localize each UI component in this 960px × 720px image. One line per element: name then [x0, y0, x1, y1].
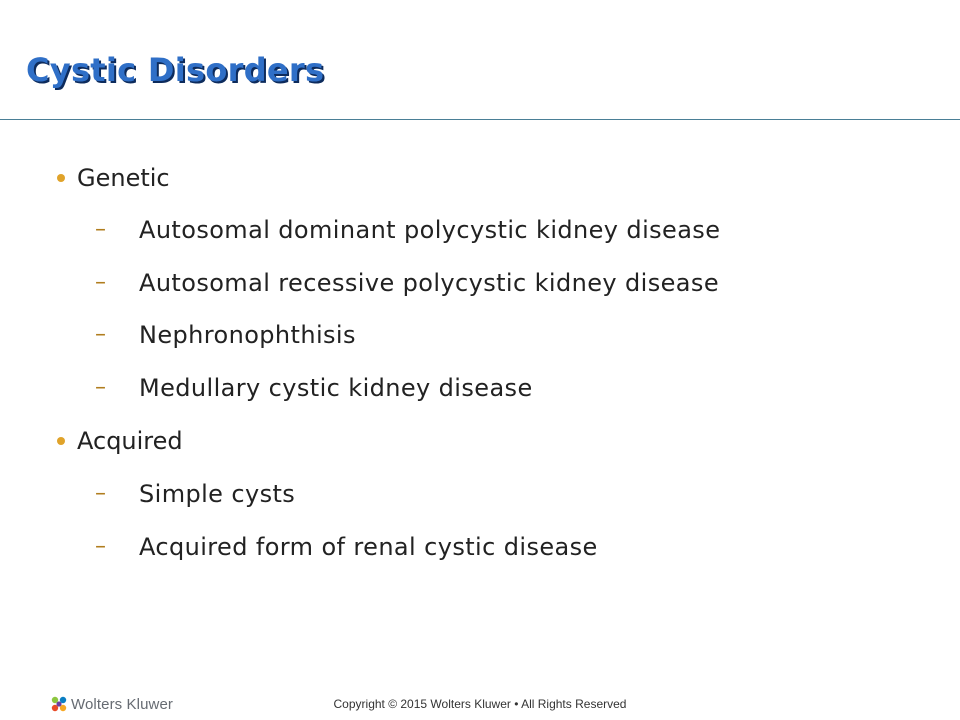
sub-item-label: Acquired form of renal cystic disease: [139, 533, 598, 561]
sub-item-label: Autosomal dominant polycystic kidney disease: [139, 216, 721, 244]
bullet-genetic: [0, 152, 960, 204]
bullet-acquired: [0, 415, 960, 467]
sub-item-adpkd: [0, 204, 960, 256]
sub-item-label: Medullary cystic kidney disease: [139, 374, 533, 402]
sub-item-nephronophthisis: [0, 309, 960, 361]
sub-item-acquired-renal: [0, 521, 960, 573]
dash-icon: –: [95, 375, 106, 400]
bullet-dot-icon: [57, 174, 65, 182]
sub-item-label: Nephronophthisis: [139, 321, 356, 349]
logo-text: Wolters Kluwer: [71, 695, 173, 713]
dash-icon: –: [95, 322, 106, 347]
dash-icon: –: [95, 217, 106, 242]
sub-item-medullary: [0, 362, 960, 414]
sub-item-arpkd: [0, 257, 960, 309]
dash-icon: –: [95, 270, 106, 295]
dash-icon: –: [95, 534, 106, 559]
slide-title: Cystic Disorders: [26, 51, 325, 89]
sub-item-label: Simple cysts: [139, 480, 296, 508]
bullet-label: Genetic: [77, 164, 170, 192]
sub-item-label: Autosomal recessive polycystic kidney disease: [139, 269, 719, 297]
bullet-label: Acquired: [77, 427, 183, 455]
dash-icon: –: [95, 481, 106, 506]
bullet-dot-icon: [57, 437, 65, 445]
copyright-notice: Copyright © 2015 Wolters Kluwer • All Rights Reserved: [333, 697, 627, 711]
title-divider: [0, 119, 960, 120]
sub-item-simple-cysts: [0, 468, 960, 520]
